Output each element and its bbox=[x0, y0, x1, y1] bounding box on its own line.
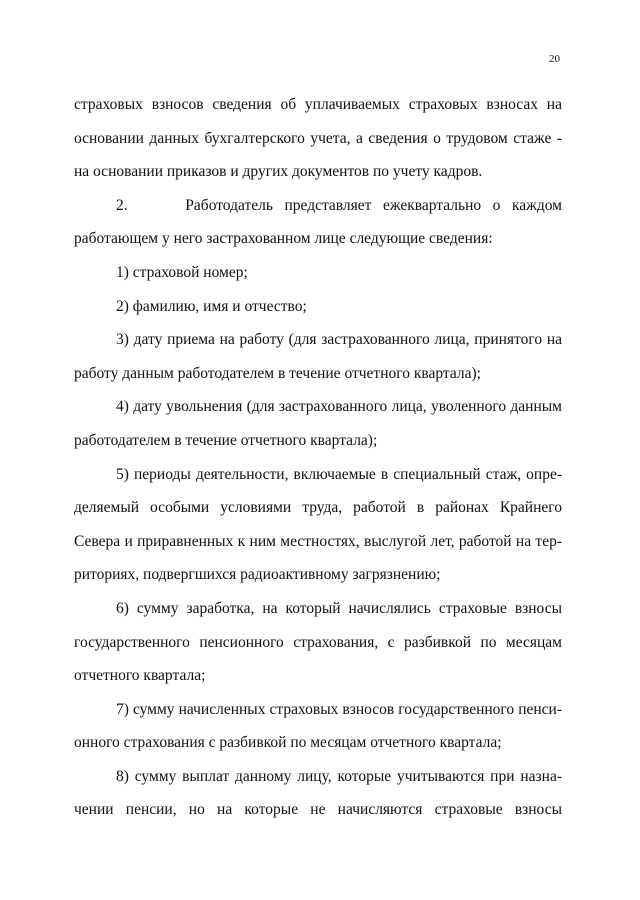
text-line: 8) сумму выплат данному лицу, которые учитываются при назна- bbox=[116, 767, 562, 785]
text-line: работодателем в течение отчетного квартала); bbox=[74, 431, 378, 449]
text-line: 2. Работодатель представляет ежеквартально о каждом bbox=[116, 196, 562, 214]
text-line: деляемый особыми условиями труда, работой в районах Крайнего bbox=[74, 499, 562, 517]
list-item-payments bbox=[74, 760, 562, 827]
text-line: онного страхования с разбивкой по месяцам отчетного квартала; bbox=[74, 734, 502, 752]
text-line: 2) фамилию, имя и отчество; bbox=[116, 297, 307, 315]
text-line: работающем у него застрахованном лице следующие сведения: bbox=[74, 230, 493, 248]
text-line: 5) периоды деятельности, включаемые в специальный стаж, опре- bbox=[116, 465, 562, 483]
text-line: 3) дату приема на работу (для застрахованного лица, принятого на bbox=[116, 331, 562, 349]
list-item-insurance-number bbox=[74, 256, 562, 290]
text-line: Севера и приравненных к ним местностях, выслугой лет, работой на тер- bbox=[74, 532, 562, 550]
paragraph-item-2 bbox=[74, 189, 562, 256]
text-line: государственного пенсионного страхования, с разбивкой по месяцам bbox=[74, 633, 562, 651]
list-item-contributions bbox=[74, 693, 562, 760]
text-line: 4) дату увольнения (для застрахованного лица, уволенного данным bbox=[116, 398, 562, 416]
text-line: основании данных бухгалтерского учета, а сведения о трудовом стаже - bbox=[74, 129, 562, 147]
list-item-dismissal-date bbox=[74, 390, 562, 457]
paragraph-continuation bbox=[74, 88, 562, 189]
text-line: риториях, подвергшихся радиоактивному загрязнению; bbox=[74, 566, 441, 584]
text-line: чении пенсии, но на которые не начисляются страховые взносы bbox=[74, 801, 562, 819]
text-line: страховых взносов сведения об уплачиваемых страховых взносах на bbox=[74, 96, 562, 113]
text-line: 6) сумму заработка, на который начислялись страховые взносы bbox=[116, 599, 562, 617]
text-line: 1) страховой номер; bbox=[116, 263, 248, 281]
document-body bbox=[74, 88, 562, 827]
text-line: работу данным работодателем в течение отчетного квартала); bbox=[74, 364, 481, 382]
text-line: на основании приказов и других документов по учету кадров. bbox=[74, 163, 483, 181]
page-number: 20 bbox=[549, 53, 560, 65]
list-item-earnings bbox=[74, 592, 562, 693]
text-line: 7) сумму начисленных страховых взносов государственного пенси- bbox=[116, 700, 562, 718]
list-item-hire-date bbox=[74, 323, 562, 390]
list-item-full-name bbox=[74, 290, 562, 324]
list-item-activity-periods bbox=[74, 458, 562, 592]
text-line: отчетного квартала; bbox=[74, 667, 206, 685]
